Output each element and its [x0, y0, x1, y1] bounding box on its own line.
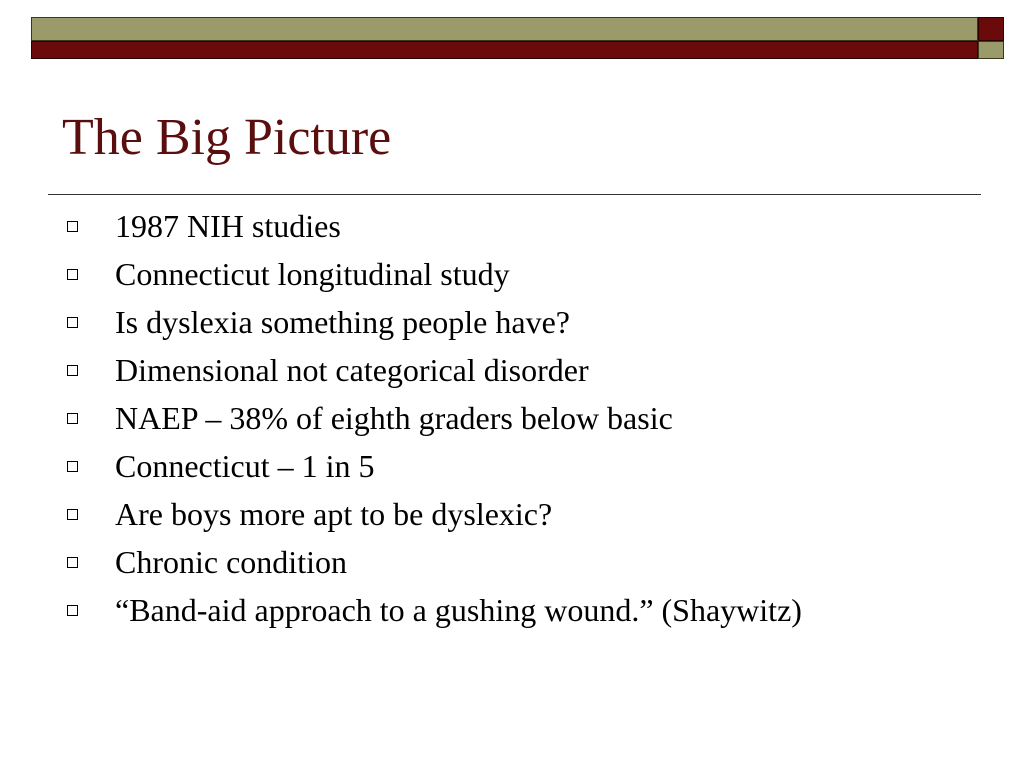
- hollow-square-icon: [67, 557, 78, 568]
- bullet-item: [66, 207, 966, 255]
- hollow-square-icon: [67, 413, 78, 424]
- bullet-text: Dimensional not categorical disorder: [115, 352, 589, 388]
- slide-title: The Big Picture: [62, 109, 392, 166]
- bullet-text: Chronic condition: [115, 544, 347, 580]
- hollow-square-icon: [67, 317, 78, 328]
- hollow-square-icon: [67, 509, 78, 520]
- hollow-square-icon: [67, 269, 78, 280]
- bullet-text: Connecticut longitudinal study: [115, 256, 510, 292]
- bullet-item: [66, 351, 966, 399]
- header-maroon-square: [978, 17, 1004, 41]
- hollow-square-icon: [67, 365, 78, 376]
- title-divider: [48, 194, 981, 195]
- bullet-text: Are boys more apt to be dyslexic?: [115, 496, 553, 532]
- bullet-text: 1987 NIH studies: [115, 208, 341, 244]
- bullet-text: NAEP – 38% of eighth graders below basic: [115, 400, 673, 436]
- hollow-square-icon: [67, 605, 78, 616]
- header-olive-bar: [31, 17, 978, 41]
- hollow-square-icon: [67, 461, 78, 472]
- header-olive-square: [978, 41, 1004, 59]
- hollow-square-icon: [67, 221, 78, 232]
- bullet-item: [66, 255, 966, 303]
- bullet-item: [66, 303, 966, 351]
- bullet-item: [66, 543, 966, 591]
- bullet-text: “Band-aid approach to a gushing wound.” (Shaywitz): [115, 592, 802, 628]
- bullet-item: [66, 495, 966, 543]
- bullet-item: [66, 591, 966, 677]
- bullet-list: [66, 207, 966, 677]
- bullet-text: Connecticut – 1 in 5: [115, 448, 375, 484]
- bullet-text: Is dyslexia something people have?: [115, 304, 570, 340]
- bullet-item: [66, 447, 966, 495]
- header-maroon-bar: [31, 41, 978, 59]
- bullet-item: [66, 399, 966, 447]
